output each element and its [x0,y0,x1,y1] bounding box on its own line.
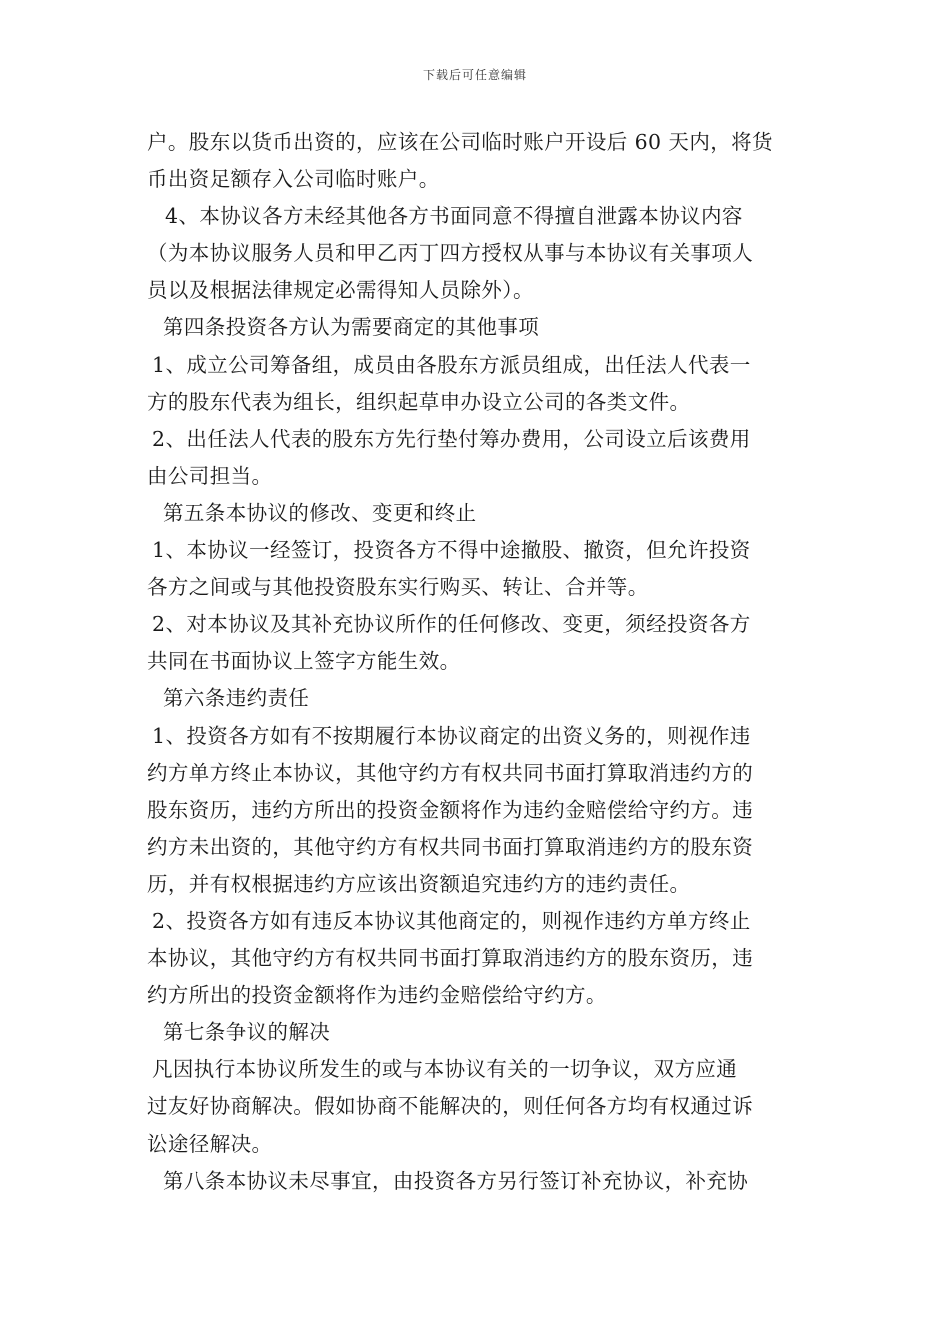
text-line: 第五条本协议的修改、变更和终止 [163,500,477,525]
text-line: 共同在书面协议上签字方能生效。 [147,649,461,674]
text-line: 历，并有权根据违约方应该出资额追究违约方的违约责任。 [147,871,691,896]
text-line: 由公司担当。 [147,463,273,488]
text-line: 过友好协商解决。假如协商不能解决的，则任何各方均有权通过诉 [147,1094,754,1119]
text-line: 各方之间或与其他投资股东实行购买、转让、合并等。 [147,575,649,600]
text-line: 1、本协议一经签订，投资各方不得中途撤股、撤资，但允许投资 [152,538,751,563]
text-line: 2、出任法人代表的股东方先行垫付筹办费用，公司设立后该费用 [152,426,751,451]
page-header: 下载后可任意编辑 [422,68,527,82]
text-line: 约方未出资的，其他守约方有权共同书面打算取消违约方的股东资 [147,834,754,859]
text-line: 约方单方终止本协议，其他守约方有权共同书面打算取消违约方的 [147,760,754,785]
text-line: 凡因执行本协议所发生的或与本协议有关的一切争议，双方应通 [152,1057,738,1082]
text-line: 约方所出的投资金额将作为违约金赔偿给守约方。 [147,983,607,1008]
text-line: （为本协议服务人员和甲乙丙丁四方授权从事与本协议有关事项人 [147,241,754,266]
document-body [147,124,809,1200]
text-line: 户。股东以货币出资的，应该在公司临时账户开设后 60 天内，将货 [147,130,773,154]
text-line: 1、投资各方如有不按期履行本协议商定的出资义务的，则视作违 [152,723,751,748]
text-line: 第六条违约责任 [163,686,310,711]
text-line: 2、对本协议及其补充协议所作的任何修改、变更，须经投资各方 [152,612,751,637]
text-line: 2、投资各方如有违反本协议其他商定的，则视作违约方单方终止 [152,908,751,933]
text-line: 第四条投资各方认为需要商定的其他事项 [163,315,540,340]
text-line: 1、成立公司筹备组，成员由各股东方派员组成，出任法人代表一 [152,352,751,377]
text-line: 股东资历，违约方所出的投资金额将作为违约金赔偿给守约方。违 [147,797,754,822]
text-line: 讼途径解决。 [147,1131,273,1156]
text-line: 币出资足额存入公司临时账户。 [147,167,440,192]
text-line: 本协议，其他守约方有权共同书面打算取消违约方的股东资历，违 [147,946,754,971]
text-line: 第八条本协议未尽事宜，由投资各方另行签订补充协议，补充协 [163,1168,749,1193]
text-line: 4、本协议各方未经其他各方书面同意不得擅自泄露本协议内容 [165,204,743,229]
text-line: 第七条争议的解决 [163,1020,331,1045]
text-line: 员以及根据法律规定必需得知人员除外）。 [147,278,534,303]
text-line: 方的股东代表为组长，组织起草申办设立公司的各类文件。 [147,389,691,414]
